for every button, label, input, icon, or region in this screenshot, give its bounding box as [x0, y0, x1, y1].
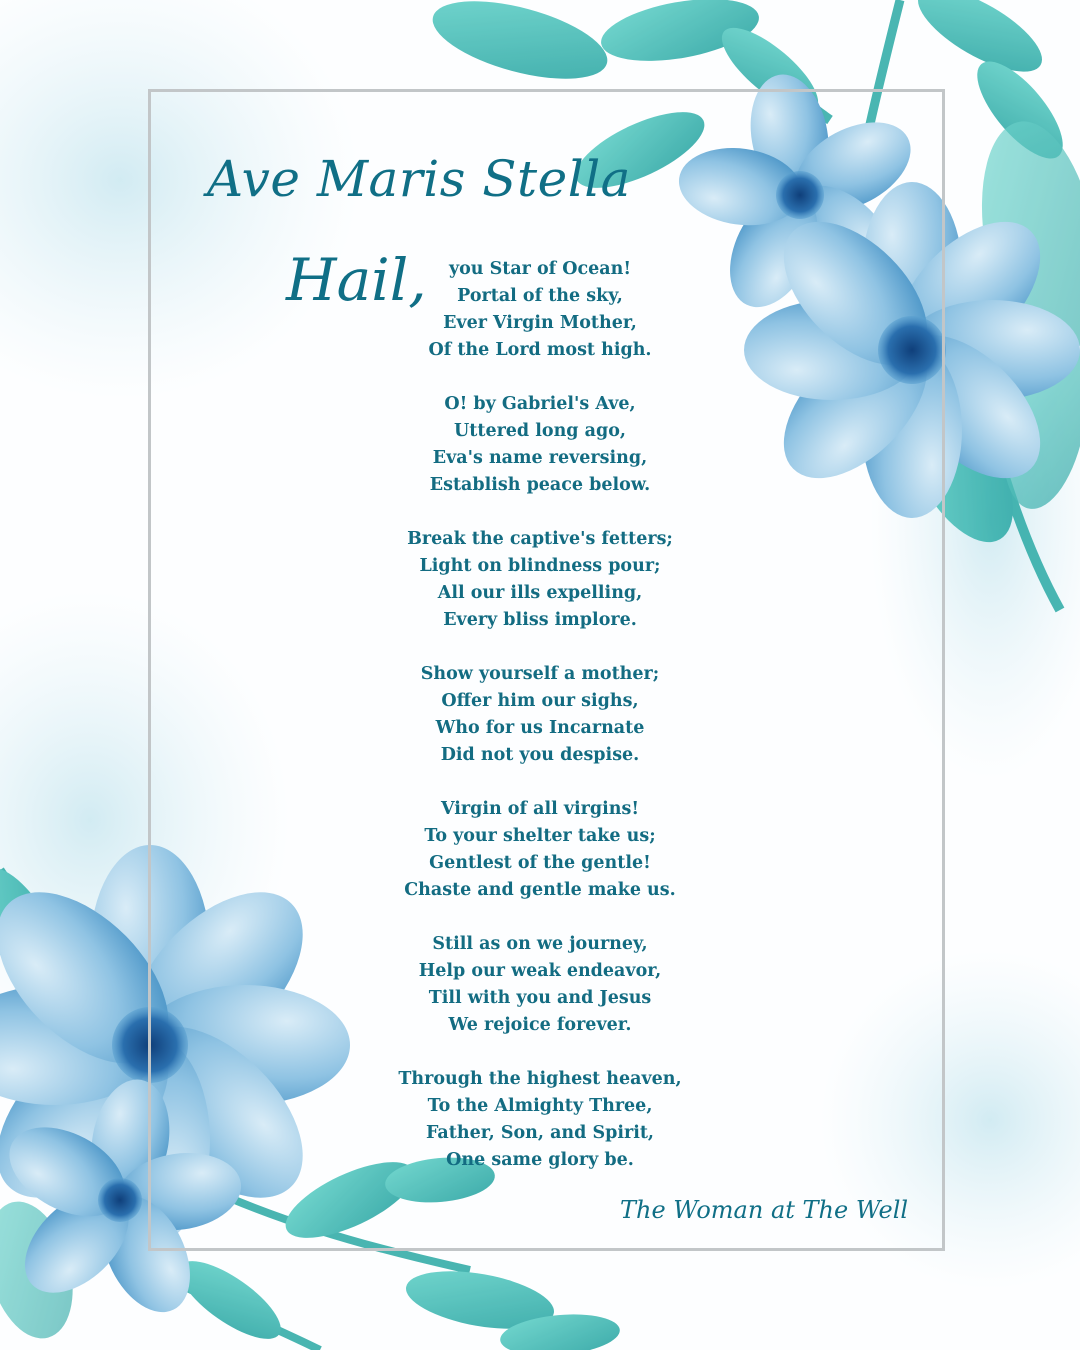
- opening-word: Hail,: [286, 246, 427, 314]
- stanza: [360, 796, 720, 904]
- poem-line: Till with you and Jesus: [428, 988, 652, 1008]
- poem-line: Light on blindness pour;: [419, 556, 661, 576]
- poem-line: Eva's name reversing,: [432, 448, 648, 468]
- stanza: [360, 931, 720, 1039]
- stanza: [360, 256, 720, 364]
- stanza: [360, 1066, 720, 1174]
- poem-line: Every bliss implore.: [443, 610, 637, 630]
- poem-line: Offer him our sighs,: [441, 691, 639, 711]
- poem-line: Chaste and gentle make us.: [404, 880, 676, 900]
- poem-line: Ever Virgin Mother,: [443, 313, 637, 333]
- poem-line: Virgin of all virgins!: [440, 799, 640, 819]
- poem-line: Show yourself a mother;: [420, 664, 660, 684]
- stanza: [360, 391, 720, 499]
- poem-line: O! by Gabriel's Ave,: [444, 394, 636, 414]
- poem-line: All our ills expelling,: [437, 583, 643, 603]
- poem-line: Portal of the sky,: [457, 286, 623, 306]
- poem-line: Through the highest heaven,: [398, 1069, 682, 1089]
- poem-line: Gentlest of the gentle!: [429, 853, 651, 873]
- poem-line: Did not you despise.: [440, 745, 640, 765]
- poem-line: Help our weak endeavor,: [418, 961, 662, 981]
- page-title: Ave Maris Stella: [207, 150, 631, 208]
- poem-line: One same glory be.: [446, 1150, 634, 1170]
- poem-line: you Star of Ocean!: [448, 259, 632, 279]
- poem-line: Establish peace below.: [429, 475, 651, 495]
- signature: The Woman at The Well: [620, 1196, 909, 1224]
- poem-line: Still as on we journey,: [432, 934, 648, 954]
- poem-line: We rejoice forever.: [448, 1015, 632, 1035]
- poem-line: Who for us Incarnate: [435, 718, 645, 738]
- poem-line: Uttered long ago,: [454, 421, 626, 441]
- poem-line: To your shelter take us;: [424, 826, 656, 846]
- poem-line: Of the Lord most high.: [428, 340, 652, 360]
- poem-body: [360, 256, 720, 1201]
- poem-line: Father, Son, and Spirit,: [425, 1123, 655, 1143]
- stanza: [360, 526, 720, 634]
- stanza: [360, 661, 720, 769]
- poem-line: Break the captive's fetters;: [407, 529, 673, 549]
- poem-line: To the Almighty Three,: [427, 1096, 653, 1116]
